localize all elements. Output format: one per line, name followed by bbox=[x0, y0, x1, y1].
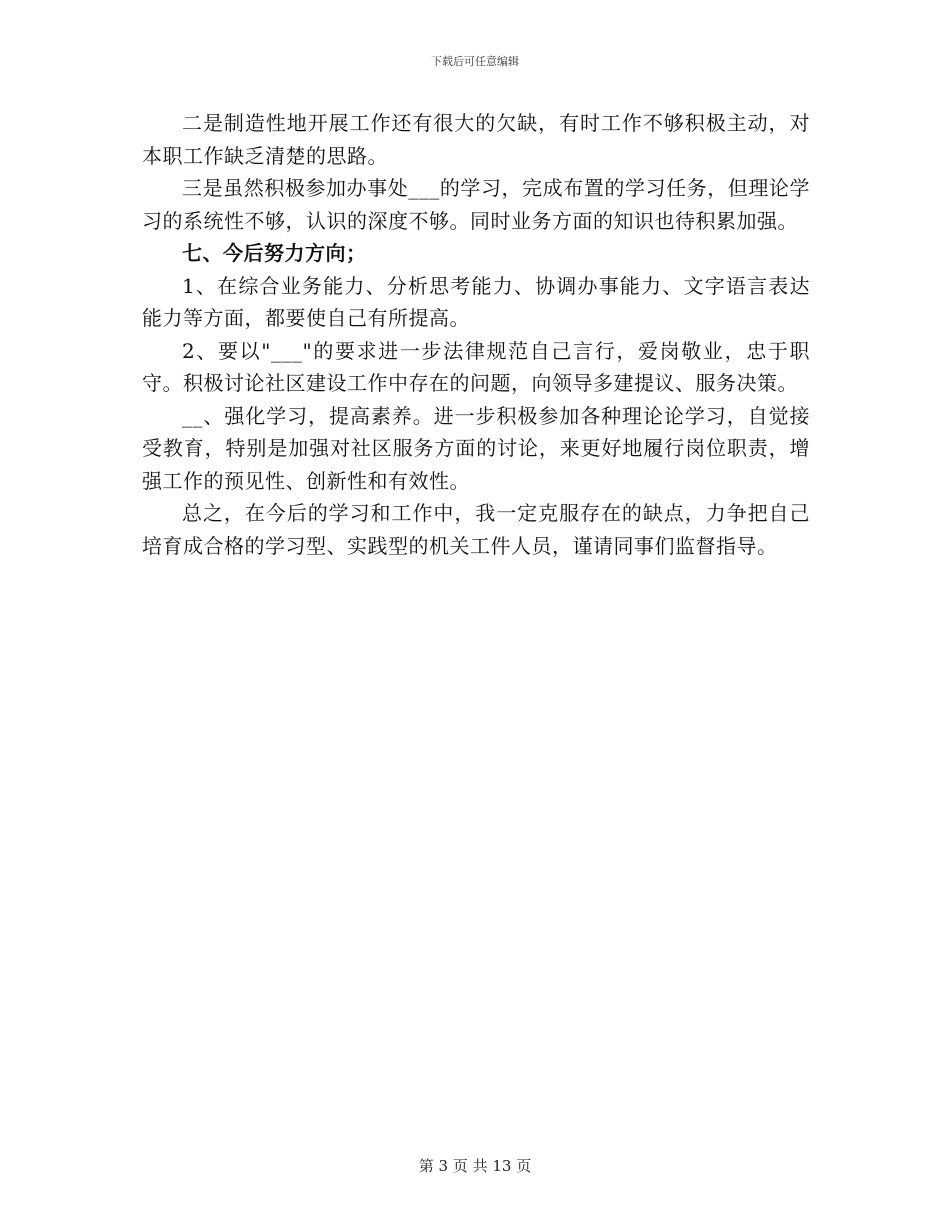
document-body bbox=[142, 107, 810, 562]
paragraph-goal-3: __、强化学习，提高素养。进一步积极参加各种理论论学习，自觉接受教育，特别是加强对社区服务方面的讨论，来更好地履行岗位职责，增强工作的预见性、创新性和有效性。 bbox=[142, 403, 810, 493]
section-heading-future-direction: 七、今后努力方向； bbox=[182, 241, 367, 265]
page-header: 下载后可任意编辑 bbox=[431, 55, 519, 68]
paragraph-goal-1: 1、在综合业务能力、分析思考能力、协调办事能力、文字语言表达能力等方面，都要使自己有所提高。 bbox=[142, 273, 810, 330]
paragraph-conclusion: 总之，在今后的学习和工作中，我一定克服存在的缺点，力争把自己培育成合格的学习型、实践型的机关工件人员，谨请同事们监督指导。 bbox=[142, 501, 810, 558]
page-number: 第 3 页 共 13 页 bbox=[418, 1157, 532, 1175]
paragraph-weakness-2: 二是制造性地开展工作还有很大的欠缺，有时工作不够积极主动，对本职工作缺乏清楚的思路。 bbox=[142, 111, 810, 168]
paragraph-weakness-3: 三是虽然积极参加办事处___的学习，完成布置的学习任务，但理论学习的系统性不够，认识的深度不够。同时业务方面的知识也待积累加强。 bbox=[142, 176, 810, 233]
paragraph-goal-2: 2、要以"___"的要求进一步法律规范自己言行，爱岗敬业，忠于职守。积极讨论社区建设工作中存在的问题，向领导多建提议、服务决策。 bbox=[142, 338, 810, 395]
